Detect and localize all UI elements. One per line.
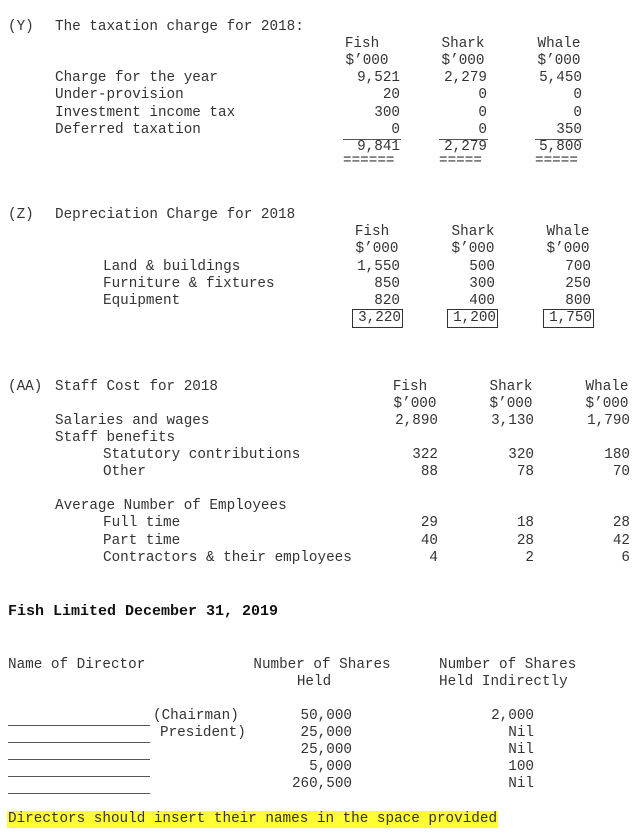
y-col-fish-unit: $’000 (345, 53, 389, 69)
col-shares-indirect-line1: Number of Shares (439, 657, 577, 673)
z-col-shark-name: Shark (451, 224, 495, 240)
z-col-shark-unit: $’000 (451, 241, 495, 257)
director-name-blank[interactable] (8, 776, 150, 777)
z-shark-total: 1,200 (447, 309, 498, 328)
aa-employees-label: Average Number of Employees (55, 498, 287, 514)
directors-note-highlight: Directors should insert their names in the space provided (8, 811, 498, 827)
directors-heading: Fish Limited December 31, 2019 (8, 603, 279, 620)
section-y-title: The taxation charge for 2018: (55, 19, 304, 35)
y-whale-value: 5,450 (539, 70, 582, 86)
aa-col-whale-unit: $’000 (585, 396, 629, 412)
y-fish-value: 300 (374, 105, 400, 121)
y-shark-total: 2,279 (444, 139, 487, 155)
director-role-chairman: (Chairman) (153, 708, 239, 724)
aa-col-shark-name: Shark (489, 379, 533, 395)
aa-whale-part: 42 (612, 533, 630, 549)
z-col-whale-name: Whale (546, 224, 590, 240)
y-fish-value: 9,521 (357, 70, 400, 86)
y-col-whale-name: Whale (537, 36, 581, 52)
aa-shark-salaries: 3,130 (491, 413, 534, 429)
y-whale-value: 0 (573, 105, 582, 121)
y-col-whale-unit: $’000 (537, 53, 581, 69)
shares-held-indirectly: 100 (508, 759, 534, 775)
z-col-fish-unit: $’000 (355, 241, 399, 257)
y-shark-double-rule: ===== (439, 153, 482, 169)
aa-fish-salaries: 2,890 (395, 413, 438, 429)
aa-shark-other: 78 (516, 464, 534, 480)
aa-fish-contractors: 4 (429, 550, 438, 566)
y-shark-value: 0 (478, 122, 487, 138)
z-fish-value: 820 (374, 293, 400, 309)
col-name-of-director: Name of Director (8, 657, 146, 673)
col-shares-indirect-line2: Held Indirectly (439, 674, 568, 690)
aa-benefits-label: Staff benefits (55, 430, 176, 446)
director-role-president: President) (160, 725, 246, 741)
y-fish-value: 20 (382, 87, 400, 103)
aa-part-label: Part time (103, 533, 181, 549)
director-name-blank[interactable] (8, 742, 150, 743)
aa-shark-contractors: 2 (525, 550, 534, 566)
z-row-label: Furniture & fixtures (103, 276, 275, 292)
z-shark-value: 300 (469, 276, 495, 292)
aa-shark-statutory: 320 (508, 447, 534, 463)
z-shark-value: 400 (469, 293, 495, 309)
aa-fish-full: 29 (420, 515, 438, 531)
y-shark-value: 2,279 (444, 70, 487, 86)
aa-statutory-label: Statutory contributions (103, 447, 301, 463)
z-col-fish-name: Fish (354, 224, 390, 240)
section-z-title: Depreciation Charge for 2018 (55, 207, 296, 223)
aa-other-label: Other (103, 464, 146, 480)
z-whale-value: 700 (565, 259, 591, 275)
aa-salaries-label: Salaries and wages (55, 413, 210, 429)
director-name-blank[interactable] (8, 759, 150, 760)
section-aa-title: Staff Cost for 2018 (55, 379, 219, 395)
col-shares-held-line2: Held (296, 674, 332, 690)
y-shark-value: 0 (478, 105, 487, 121)
y-fish-double-rule: ====== (343, 153, 395, 169)
shares-held: 260,500 (291, 776, 352, 792)
aa-whale-salaries: 1,790 (587, 413, 630, 429)
aa-shark-full: 18 (516, 515, 534, 531)
shares-held: 25,000 (300, 742, 352, 758)
z-row-label: Equipment (103, 293, 181, 309)
z-whale-value: 250 (565, 276, 591, 292)
y-fish-total: 9,841 (357, 139, 400, 155)
y-col-shark-unit: $’000 (441, 53, 485, 69)
col-shares-held-line1: Number of Shares (253, 657, 391, 673)
z-fish-total: 3,220 (352, 309, 403, 328)
aa-whale-statutory: 180 (604, 447, 630, 463)
aa-fish-statutory: 322 (412, 447, 438, 463)
y-whale-total: 5,800 (539, 139, 582, 155)
y-row-label: Charge for the year (55, 70, 219, 86)
y-whale-value: 0 (573, 87, 582, 103)
aa-whale-other: 70 (612, 464, 630, 480)
aa-shark-part: 28 (516, 533, 534, 549)
z-whale-value: 800 (565, 293, 591, 309)
z-col-whale-unit: $’000 (546, 241, 590, 257)
shares-held: 50,000 (300, 708, 352, 724)
z-fish-value: 1,550 (357, 259, 400, 275)
aa-whale-full: 28 (612, 515, 630, 531)
aa-col-shark-unit: $’000 (489, 396, 533, 412)
aa-col-fish-unit: $’000 (393, 396, 437, 412)
aa-full-label: Full time (103, 515, 181, 531)
section-y-label: (Y) (8, 19, 34, 35)
aa-col-whale-name: Whale (585, 379, 629, 395)
z-row-label: Land & buildings (103, 259, 241, 275)
y-whale-double-rule: ===== (535, 153, 578, 169)
shares-held: 25,000 (300, 725, 352, 741)
shares-held-indirectly: 2,000 (491, 708, 534, 724)
director-name-blank[interactable] (8, 725, 150, 726)
aa-whale-contractors: 6 (621, 550, 630, 566)
section-aa-label: (AA) (8, 379, 43, 395)
y-row-label: Investment income tax (55, 105, 236, 121)
y-row-label: Deferred taxation (55, 122, 201, 138)
z-fish-value: 850 (374, 276, 400, 292)
y-col-shark-name: Shark (441, 36, 485, 52)
y-row-label: Under-provision (55, 87, 184, 103)
aa-fish-other: 88 (420, 464, 438, 480)
section-z-label: (Z) (8, 207, 34, 223)
y-whale-value: 350 (556, 122, 582, 138)
director-name-blank[interactable] (8, 793, 150, 794)
z-shark-value: 500 (469, 259, 495, 275)
aa-contractors-label: Contractors & their employees (103, 550, 352, 566)
aa-fish-part: 40 (420, 533, 438, 549)
aa-col-fish-name: Fish (392, 379, 428, 395)
z-whale-total: 1,750 (543, 309, 594, 328)
y-shark-value: 0 (478, 87, 487, 103)
shares-held-indirectly: Nil (508, 725, 534, 741)
y-fish-value: 0 (391, 122, 400, 138)
shares-held: 5,000 (309, 759, 352, 775)
shares-held-indirectly: Nil (508, 776, 534, 792)
shares-held-indirectly: Nil (508, 742, 534, 758)
y-col-fish-name: Fish (344, 36, 380, 52)
